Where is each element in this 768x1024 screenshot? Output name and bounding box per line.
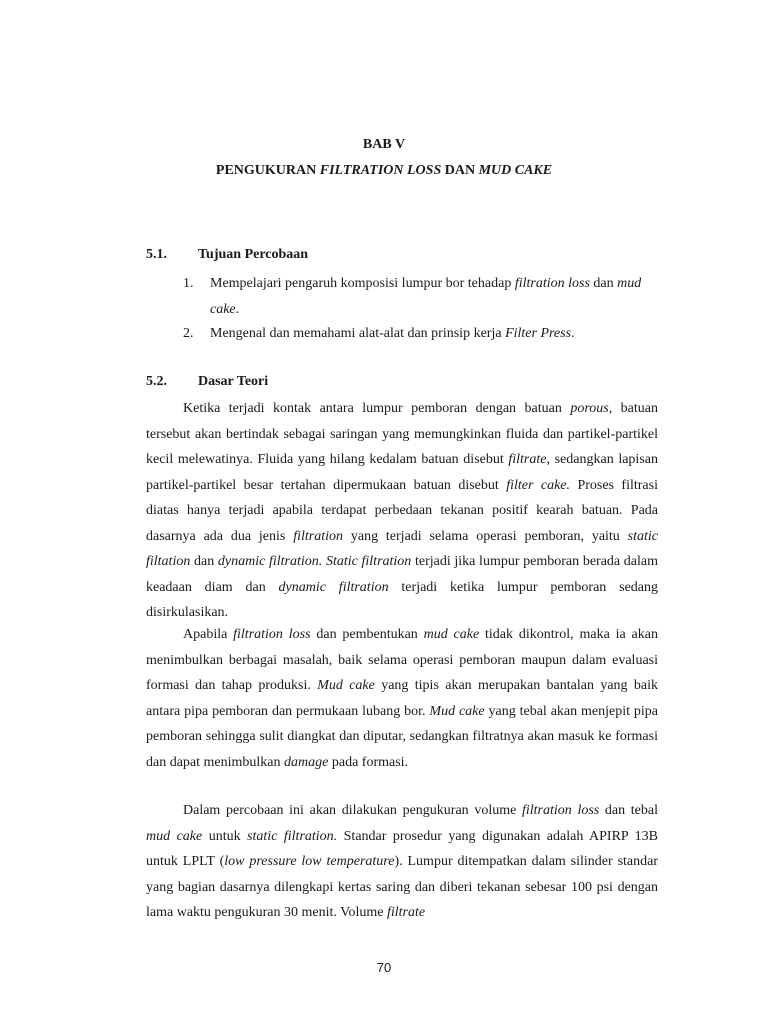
- list-item: [183, 271, 658, 322]
- list-item-text: Mempelajari pengaruh komposisi lumpur bor tehadap filtration loss dan mud cake.: [210, 276, 642, 317]
- chapter-title-em1: FILTRATION LOSS: [319, 163, 442, 178]
- section-title: Dasar Teori: [198, 374, 269, 389]
- list-item-number: 2.: [183, 326, 194, 341]
- paragraph-1: Ketika terjadi kontak antara lumpur pemboran dengan batuan porous, batuan tersebut akan bertindak sebagai saringan yang memungkinkan fluida dan partikel-partikel kecil melewatinya. Fluida yang hilang kedalam batuan disebut filtrate, sedangkan lapisan partikel-partikel besar tertahan dipermukaan batuan disebut filter cake. Proses filtrasi diatas hanya terjadi apabila terdapat perbedaan tekanan positif kearah batuan. Pada dasarnya ada dua jenis filtration yang terjadi selama operasi pemboran, yaitu static filtation dan dynamic filtration. Static filtration terjadi jika lumpur pemboran berada dalam keadaan diam dan dynamic filtration terjadi ketika lumpur pemboran sedang disirkulasikan.: [146, 401, 658, 620]
- chapter-title: [0, 163, 768, 179]
- chapter-title-em2: MUD CAKE: [478, 163, 553, 178]
- chapter-title-mid: DAN: [441, 163, 479, 178]
- section-title: Tujuan Percobaan: [198, 247, 309, 262]
- page-number: 70: [376, 960, 392, 975]
- section-heading-tujuan: [146, 247, 308, 263]
- paragraph-3: Dalam percobaan ini akan dilakukan pengukuran volume filtration loss dan tebal mud cake untuk static filtration. Standar prosedur yang digunakan adalah APIRP 13B untuk LPLT (low pressure low temperature). Lumpur ditempatkan dalam silinder standar yang bagian dasarnya dilengkapi kertas saring dan diberi tekanan sebesar 100 psi dengan lama waktu pengukuran 30 menit. Volume filtrate: [146, 803, 659, 920]
- section-number: 5.2.: [146, 374, 167, 389]
- section-number: 5.1.: [146, 247, 167, 262]
- chapter-number: BAB V: [362, 137, 406, 152]
- section-heading-dasar-teori: [146, 374, 268, 390]
- paragraph-2: Apabila filtration loss dan pembentukan mud cake tidak dikontrol, maka ia akan menimbulkan berbagai masalah, baik selama operasi pemboran maupun dalam evaluasi formasi dan tahap produksi. Mud cake yang tipis akan merupakan bantalan yang baik antara pipa pemboran dan permukaan lubang bor. Mud cake yang tebal akan menjepit pipa pemboran sehingga sulit diangkat dan diputar, sedangkan filtratnya akan masuk ke formasi dan dapat menimbulkan damage pada formasi.: [146, 627, 658, 770]
- list-item-text: Mengenal dan memahami alat-alat dan prinsip kerja Filter Press.: [210, 326, 575, 341]
- list-item-number: 1.: [183, 276, 194, 291]
- list-item: [183, 321, 658, 347]
- chapter-title-pre: PENGUKURAN: [215, 163, 320, 178]
